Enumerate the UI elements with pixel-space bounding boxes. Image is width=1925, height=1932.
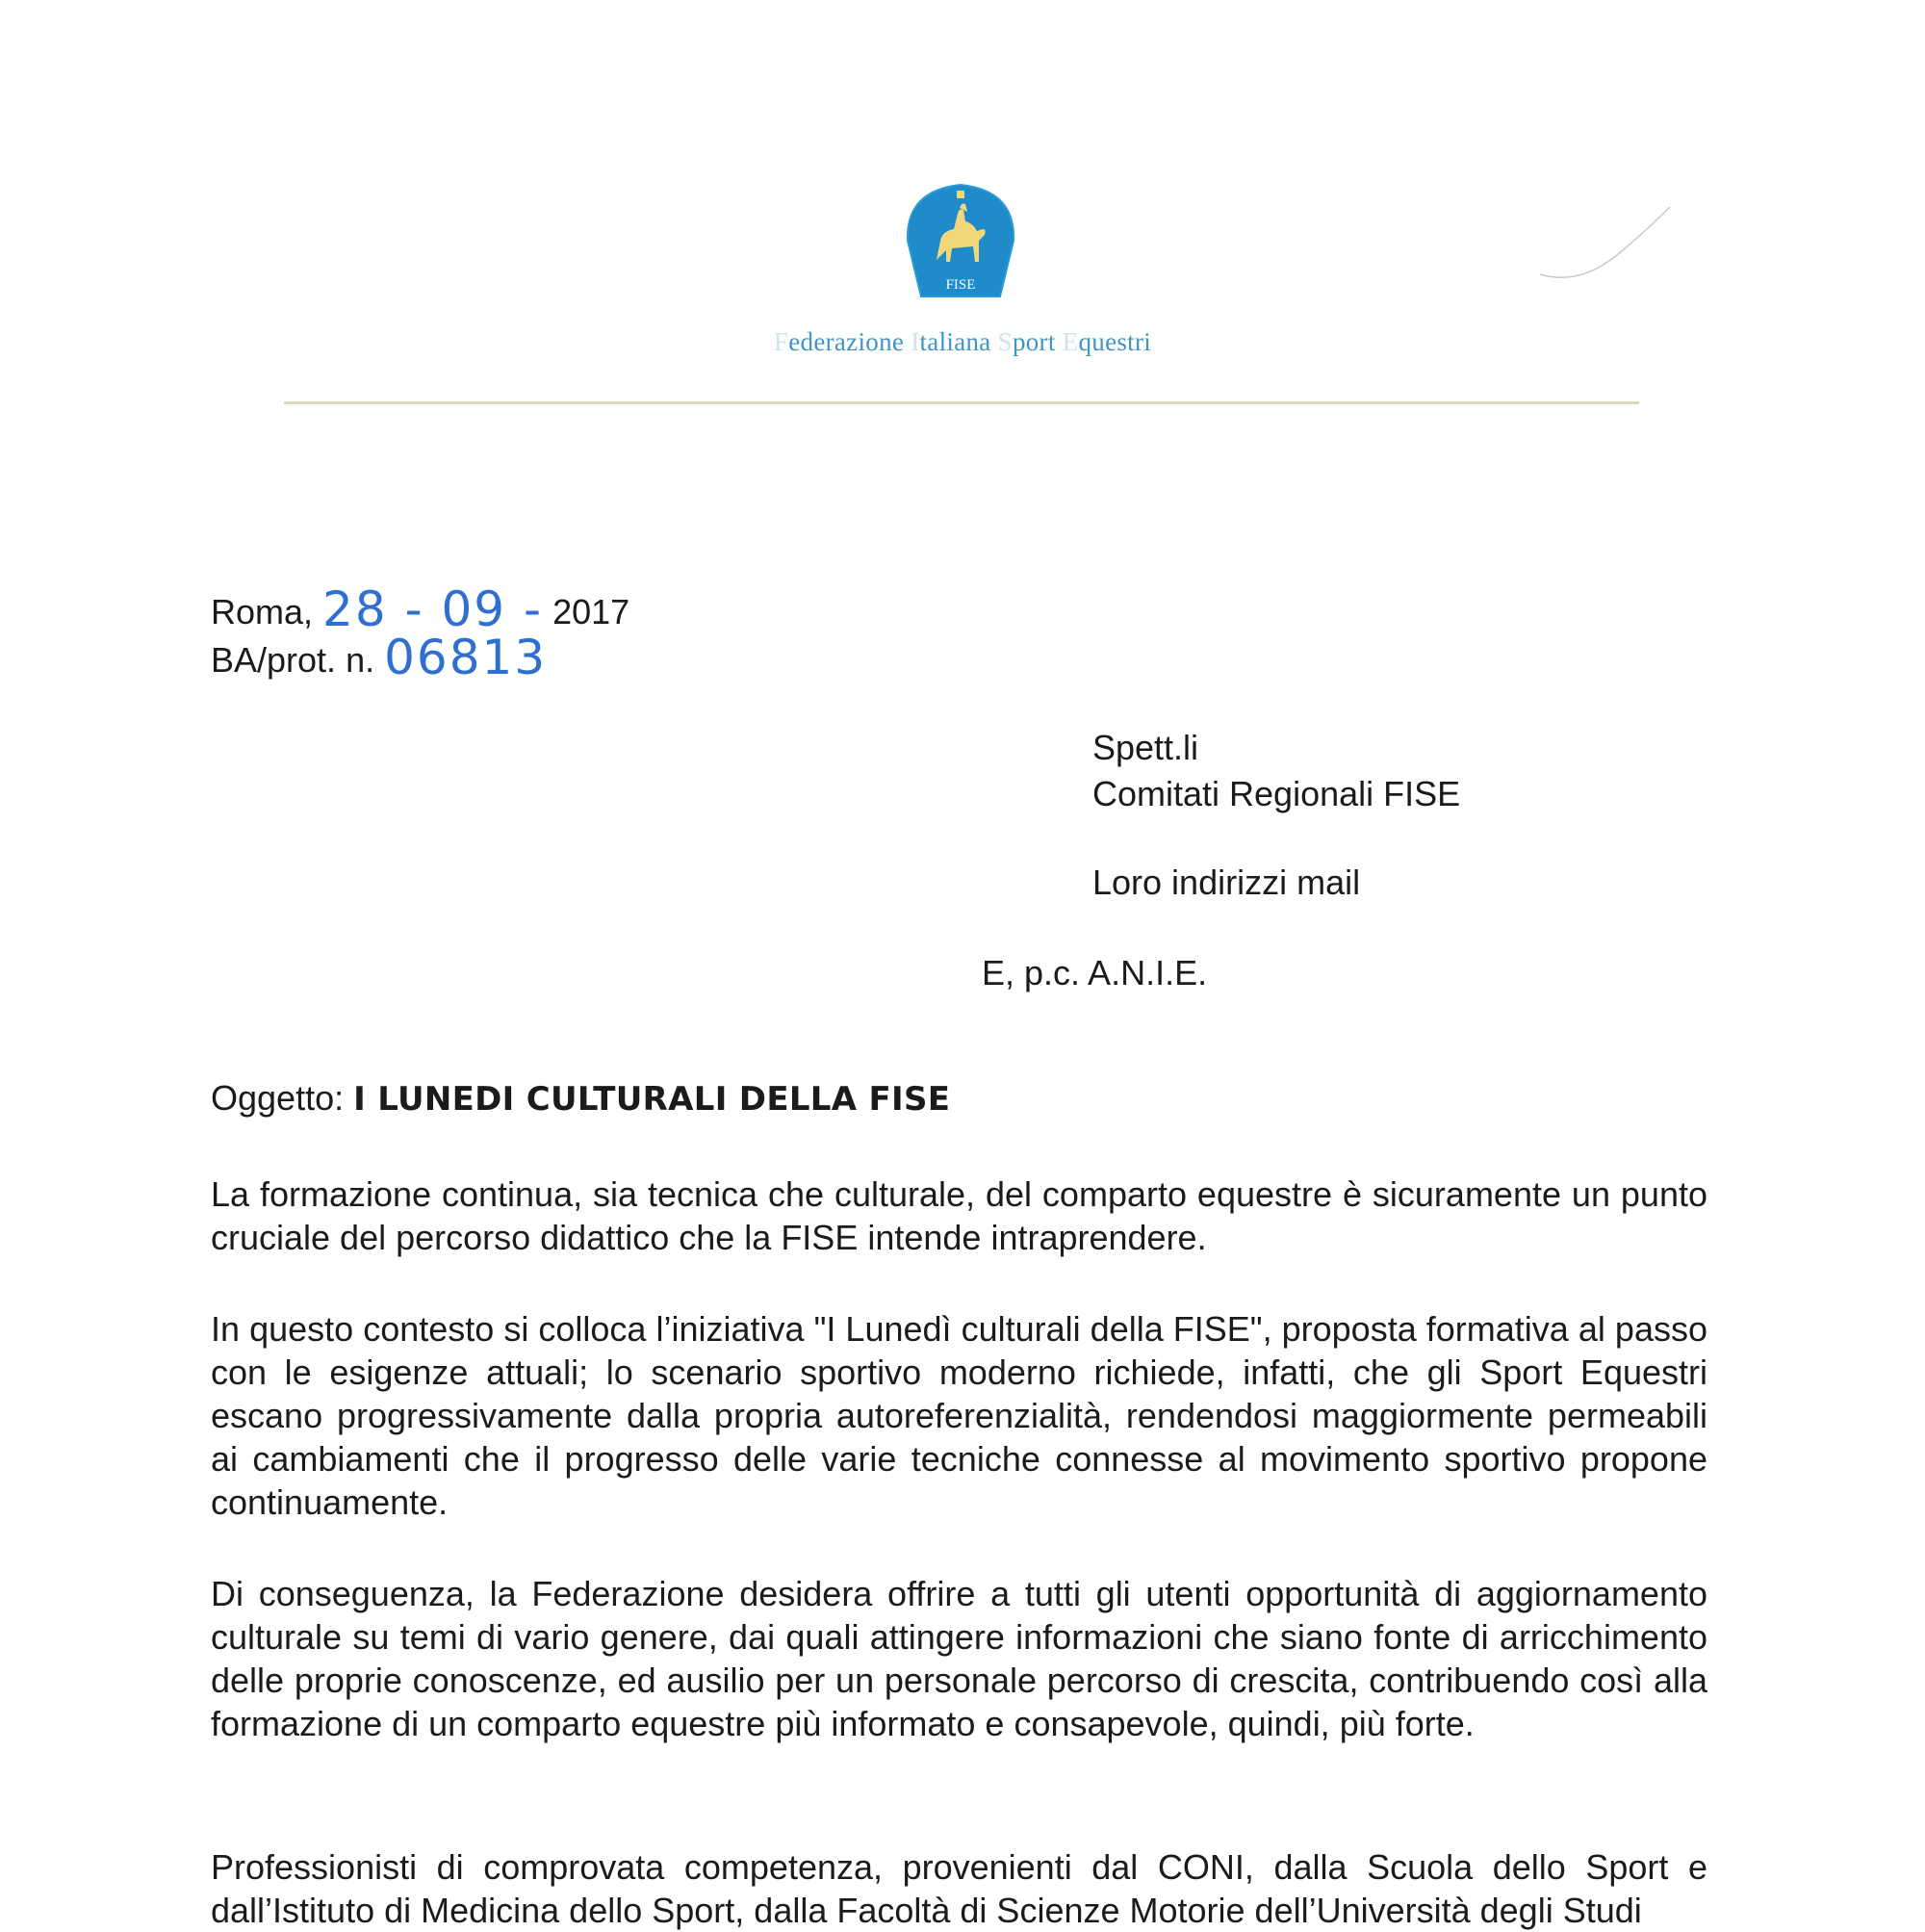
protocol-label: BA/prot. n. (211, 640, 375, 680)
organization-name (0, 327, 1925, 357)
subject-label: Oggetto: (211, 1078, 345, 1118)
org-name-word: questri (1078, 327, 1152, 356)
handwritten-protocol-number: 06813 (384, 630, 548, 685)
recipient-salutation: Spett.li (1092, 728, 1199, 767)
year: 2017 (552, 592, 630, 631)
protocol-line (211, 630, 547, 685)
org-name-initial: F (773, 327, 789, 356)
city-label: Roma, (211, 592, 314, 631)
body-paragraph: La formazione continua, sia tecnica che culturale, del comparto equestre è sicuramente un punto cruciale del percorso didattico che la FISE intende intraprendere. (211, 1174, 1707, 1257)
org-name-initial: E (1062, 327, 1079, 356)
recipient-addressee: Comitati Regionali FISE (1092, 774, 1461, 813)
org-name-word: port (1012, 327, 1063, 356)
subject-line (211, 1078, 950, 1119)
body-paragraph: Di conseguenza, la Federazione desidera offrire a tutti gli utenti opportunità di aggiornamento culturale su temi di vario genere, dai quali attingere informazioni che siano fonte di arricchimento delle proprie conoscenze, ed ausilio per un personale percorso di crescita, contribuendo così alla formazione di un comparto equestre più informato e consapevole, quindi, più forte. (211, 1574, 1707, 1743)
org-name-word: taliana (919, 327, 998, 356)
org-name-word: ederazione (788, 327, 911, 356)
org-name-initial: S (997, 327, 1013, 356)
logo-text: FISE (945, 277, 976, 293)
scan-artifact (1540, 197, 1675, 284)
body-paragraph: In questo contesto si colloca l’iniziativa "I Lunedì culturali della FISE", proposta formativa al passo con le esigenze attuali; lo scenario sportivo moderno richiede, infatti, che gli Sport Equestri escano progressivamente dalla propria autoreferenzialità, rendendosi maggiormente permeabili ai cambiamenti che il progresso delle varie tecniche connesse al movimento sportivo propone continuamente. (211, 1309, 1707, 1522)
recipient-cc: E, p.c. A.N.I.E. (982, 953, 1208, 992)
body-paragraph: Professionisti di comprovata competenza, provenienti dal CONI, dalla Scuola dello Sport e dall’Istituto di Medicina dello Sport, dalla Facoltà di Scienze Motorie dell’Università degli Studi (211, 1847, 1707, 1930)
recipient-delivery: Loro indirizzi mail (1092, 863, 1361, 902)
subject-text: I LUNEDI CULTURALI DELLA FISE (353, 1080, 951, 1119)
org-name-initial: I (911, 327, 920, 356)
handwritten-date: 28 - 09 - (322, 581, 544, 637)
header-divider (284, 401, 1639, 404)
fise-logo (898, 173, 1023, 308)
